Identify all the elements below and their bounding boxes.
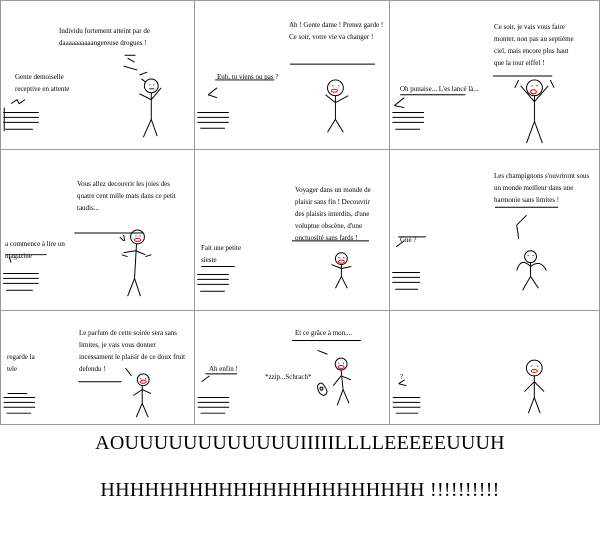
scream-line-2: HHHHHHHHHHHHHHHHHHHHHH !!!!!!!!!! [100,479,500,501]
comic-panel-7 [0,310,195,425]
panel-7-speech-man: Le parfum de cette soirée sera sans limites, je vais vous donner incessament le plaisir de ce doux fruit defendu ! [79,329,186,373]
panel-1-caption: Gente demoiselle receptive en attente [15,73,70,93]
panel-3-speech-man: Ce soir, je vais vous faire monter, non pas au septième ciel, mais encore plus haut que la tour eiffel ! [494,23,574,67]
panel-8-sound-effect: *zzip...Schrach* [265,373,312,381]
panel-6-speech-girl: Gné ? [400,236,417,244]
panel-7-caption: regarde la tele [7,353,35,373]
panel-8-speech-man: Et ce grâce à mon.... [295,329,353,337]
panel-1-narration: Individu fortement atteint par de daaaaaaaaaangereuse drogues ! [59,27,150,47]
comic-panel-2 [194,0,390,150]
comic-panel-8 [194,310,390,425]
comic-panel-6 [389,149,600,311]
comic-panel-9 [389,310,600,425]
panel-8-speech-girl: Ah enfin ! [209,365,238,373]
comic-panel-3 [389,0,600,150]
panel-4-speech-man: Vous allez decouvrir les joies des quatre cent mille mats dans ce petit taudis... [77,180,176,212]
panel-2-speech-man: Ah ! Gente dame ! Prenez garde ! Ce soir, votre vie va changer ! [289,21,384,41]
panel-3-speech-girl: Oh punaise... L'es lancé là... [400,85,479,93]
comic-panel-4 [0,149,195,311]
panel-5-caption: Fait une petite sieste [201,244,242,264]
panel-9-speech-girl: ? [400,373,404,381]
panel-9-drawing [390,311,599,424]
scream-line-1: AOUUUUUUUUUUUUIIIIILLLLEEEEEUUUH [95,432,505,454]
panel-4-caption: a commence à lire un magazine [5,240,65,260]
comic-panel-1 [0,0,195,150]
panel-2-speech-girl: Euh, tu viens ou pas ? [217,73,279,81]
panel-5-speech-man: Voyager dans un monde de plaisir sans fin ! Decouvrir des plaisirs interdits, d'une voluptue obscène, d'une onctuosité sans fards ! [295,186,371,242]
panel-4-drawing [1,150,194,310]
comic-panel-5 [194,149,390,311]
panel-6-speech-man: Les champignons s'ouvriront sous un monde meilleur dans une harmonie sans limites ! [494,172,590,204]
